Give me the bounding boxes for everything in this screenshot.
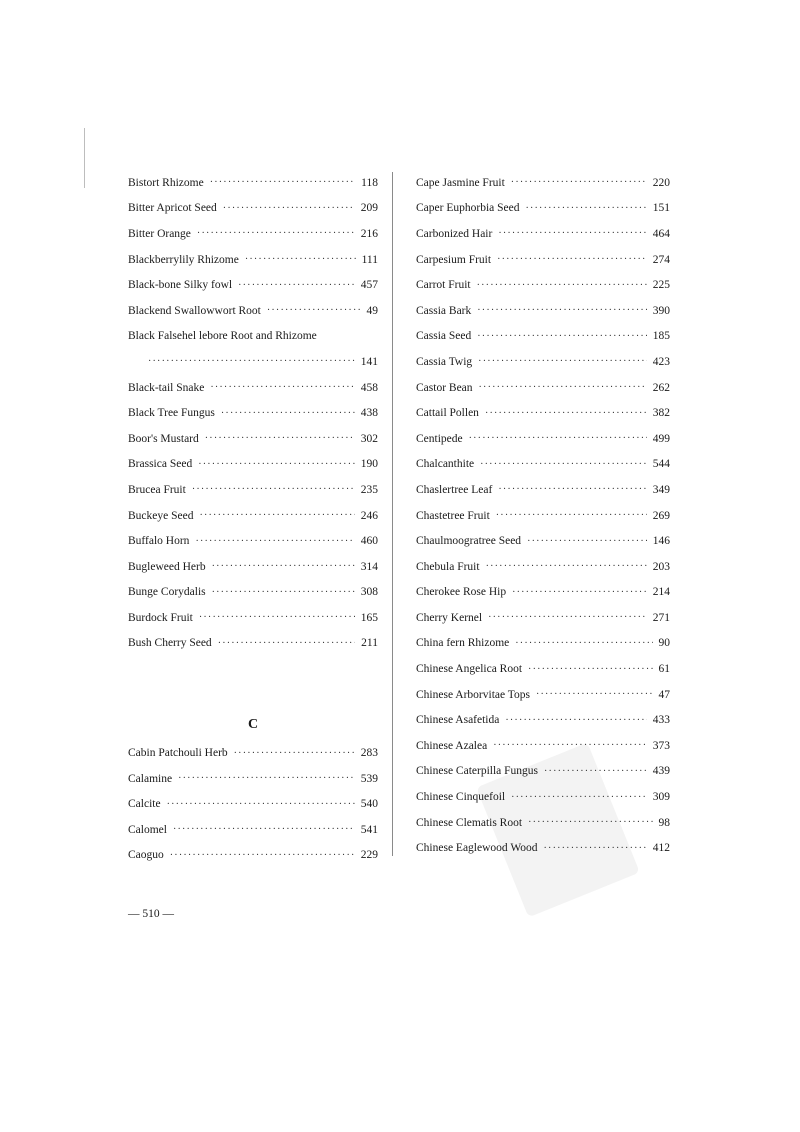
index-column-left — [128, 170, 378, 868]
index-page-number: 433 — [652, 714, 670, 727]
index-entry — [416, 324, 670, 350]
index-entry — [416, 759, 670, 785]
index-term: Buffalo Horn — [128, 535, 190, 548]
index-term: Black-tail Snake — [128, 381, 205, 394]
index-term: Cattail Pollen — [416, 407, 479, 420]
index-entry — [128, 843, 378, 869]
index-page-number: 460 — [360, 535, 378, 548]
index-term: Black-bone Silky fowl — [128, 279, 233, 292]
index-term: Bugleweed Herb — [128, 560, 206, 573]
index-entries-c — [128, 740, 378, 868]
index-entry — [128, 196, 378, 222]
index-page-number: 211 — [361, 637, 378, 650]
dot-leader — [210, 382, 354, 393]
index-term: Chastetree Fruit — [416, 509, 490, 522]
index-term: Cherokee Rose Hip — [416, 586, 507, 599]
index-entry — [128, 426, 378, 452]
dot-leader — [498, 484, 646, 495]
index-term: Chinese Asafetida — [416, 714, 500, 727]
index-column-right — [416, 170, 670, 861]
index-page-number: 269 — [652, 509, 670, 522]
section-gap — [128, 656, 378, 710]
index-entry — [416, 580, 670, 606]
index-page-number: 382 — [652, 407, 670, 420]
index-term: Blackend Swallowwort Root — [128, 304, 261, 317]
index-page-number: 309 — [652, 791, 670, 804]
dot-leader — [544, 766, 647, 777]
index-term: China fern Rhizome — [416, 637, 510, 650]
index-page-number: 438 — [360, 407, 378, 420]
index-entry — [128, 221, 378, 247]
index-entry — [416, 247, 670, 273]
dot-leader — [527, 536, 647, 547]
index-page-number: 209 — [360, 202, 378, 215]
dot-leader — [192, 484, 355, 495]
index-entry — [416, 682, 670, 708]
index-entry — [416, 810, 670, 836]
index-page-number: 373 — [652, 739, 670, 752]
dot-leader — [199, 612, 355, 623]
dot-leader — [536, 689, 653, 700]
dot-leader — [512, 587, 647, 598]
dot-leader — [469, 433, 647, 444]
index-entries-c-continued — [416, 170, 670, 861]
index-entry — [128, 580, 378, 606]
dot-leader — [486, 561, 647, 572]
dot-leader — [212, 561, 355, 572]
index-term: Calcite — [128, 798, 161, 811]
index-page-number: 216 — [360, 227, 378, 240]
index-entry — [128, 400, 378, 426]
dot-leader — [223, 203, 355, 214]
dot-leader — [238, 280, 355, 291]
index-entry — [416, 221, 670, 247]
index-entry — [416, 477, 670, 503]
index-page-number: 165 — [360, 611, 378, 624]
dot-leader — [210, 177, 355, 188]
index-page-number: 90 — [658, 637, 670, 650]
index-entry — [416, 656, 670, 682]
index-term: Brucea Fruit — [128, 483, 186, 496]
index-entry — [128, 247, 378, 273]
index-page-number: 225 — [652, 279, 670, 292]
index-page-number: 271 — [652, 611, 670, 624]
dot-leader — [167, 799, 355, 810]
index-term: Carrot Fruit — [416, 279, 471, 292]
index-page-number: 439 — [652, 765, 670, 778]
index-entry — [416, 452, 670, 478]
index-term: Chaulmoogratree Seed — [416, 535, 522, 548]
index-entry — [416, 272, 670, 298]
dot-leader — [478, 356, 647, 367]
index-entry — [128, 631, 378, 657]
dot-leader — [218, 638, 355, 649]
dot-leader — [199, 510, 354, 521]
dot-leader — [197, 228, 355, 239]
index-term: Chinese Caterpilla Fungus — [416, 765, 539, 778]
index-entry — [128, 791, 378, 817]
dot-leader — [245, 254, 356, 265]
dot-leader — [477, 280, 647, 291]
index-term: Burdock Fruit — [128, 611, 193, 624]
index-term: Bitter Orange — [128, 227, 191, 240]
index-page-number: 203 — [652, 560, 670, 573]
dot-leader — [234, 748, 355, 759]
index-term: Chinese Angelica Root — [416, 663, 523, 676]
index-entry — [128, 766, 378, 792]
index-page-number: 499 — [652, 432, 670, 445]
index-term: Chalcanthite — [416, 458, 475, 471]
dot-leader — [515, 638, 652, 649]
index-entry — [416, 631, 670, 657]
index-term: Cassia Seed — [416, 330, 472, 343]
index-entry — [416, 196, 670, 222]
index-term: Cape Jasmine Fruit — [416, 176, 505, 189]
index-page-number: 185 — [652, 330, 670, 343]
index-entry — [128, 528, 378, 554]
index-term: Buckeye Seed — [128, 509, 194, 522]
index-term: Chinese Eaglewood Wood — [416, 842, 538, 855]
index-term: Bunge Corydalis — [128, 586, 206, 599]
index-entries-b — [128, 170, 378, 656]
index-page-number: 262 — [652, 381, 670, 394]
dot-leader — [170, 850, 355, 861]
index-page-number: 423 — [652, 355, 670, 368]
index-term: Chinese Clematis Root — [416, 816, 523, 829]
index-page-number: 49 — [366, 304, 378, 317]
index-entry — [128, 349, 378, 375]
index-term: Calomel — [128, 823, 167, 836]
index-term: Brassica Seed — [128, 458, 193, 471]
index-entry — [128, 605, 378, 631]
index-term: Blackberrylily Rhizome — [128, 253, 239, 266]
index-term: Bitter Apricot Seed — [128, 202, 217, 215]
dot-leader — [148, 356, 355, 367]
index-term: Black Falsehel lebore Root and Rhizome — [128, 330, 317, 343]
index-entry — [416, 835, 670, 861]
index-term: Centipede — [416, 432, 463, 445]
index-entry — [416, 733, 670, 759]
index-entry — [416, 170, 670, 196]
index-page-number: 246 — [360, 509, 378, 522]
index-page-number: 146 — [652, 535, 670, 548]
index-term: Cassia Twig — [416, 355, 473, 368]
dot-leader — [528, 817, 652, 828]
index-page-number: 544 — [652, 458, 670, 471]
index-page-number: 274 — [652, 253, 670, 266]
index-term: Black Tree Fungus — [128, 407, 215, 420]
dot-leader — [511, 177, 647, 188]
dot-leader — [496, 510, 647, 521]
index-term: Castor Bean — [416, 381, 473, 394]
dot-leader — [511, 792, 647, 803]
index-entry — [416, 605, 670, 631]
dot-leader — [485, 408, 647, 419]
index-entry — [416, 707, 670, 733]
index-term: Chaslertree Leaf — [416, 483, 493, 496]
index-page-number: 314 — [360, 560, 378, 573]
dot-leader — [195, 536, 354, 547]
page-number: — 510 — — [128, 908, 174, 920]
index-entry — [128, 375, 378, 401]
dot-leader — [488, 612, 647, 623]
index-page-number: 349 — [652, 483, 670, 496]
index-page-number: 151 — [652, 202, 670, 215]
dot-leader — [477, 305, 646, 316]
index-page-number: 541 — [360, 823, 378, 836]
index-term: Cherry Kernel — [416, 611, 483, 624]
dot-leader — [505, 715, 646, 726]
index-term: Calamine — [128, 772, 173, 785]
dot-leader — [212, 587, 355, 598]
index-page-number: 458 — [360, 381, 378, 394]
index-entry — [416, 503, 670, 529]
dot-leader — [493, 740, 647, 751]
index-entry — [416, 400, 670, 426]
index-page-number: 214 — [652, 586, 670, 599]
index-term: Carbonized Hair — [416, 227, 493, 240]
index-page-number: 308 — [360, 586, 378, 599]
index-entry — [128, 324, 378, 350]
index-page-number: 61 — [658, 663, 670, 676]
index-page-number: 540 — [360, 798, 378, 811]
index-term: Cassia Bark — [416, 304, 472, 317]
index-page-number: 283 — [360, 747, 378, 760]
index-page-number: 390 — [652, 304, 670, 317]
dot-leader — [497, 254, 647, 265]
index-page-number: 412 — [652, 842, 670, 855]
index-term: Chinese Cinquefoil — [416, 791, 506, 804]
index-page-number: 111 — [361, 253, 378, 266]
index-term: Cabin Patchouli Herb — [128, 747, 228, 760]
dot-leader — [498, 228, 646, 239]
index-term: Bush Cherry Seed — [128, 637, 212, 650]
index-term: Bistort Rhizome — [128, 176, 204, 189]
index-entry — [128, 503, 378, 529]
dot-leader — [525, 203, 646, 214]
column-divider — [392, 172, 393, 856]
dot-leader — [528, 664, 652, 675]
index-entry — [416, 426, 670, 452]
section-heading-c: C — [247, 717, 259, 733]
index-page-number: 229 — [360, 849, 378, 862]
dot-leader — [198, 459, 355, 470]
dot-leader — [221, 408, 355, 419]
index-term: Caoguo — [128, 849, 164, 862]
index-page-number: 457 — [360, 279, 378, 292]
index-page-number: 220 — [652, 176, 670, 189]
index-term: Boor's Mustard — [128, 432, 199, 445]
index-entry — [128, 272, 378, 298]
index-entry — [128, 298, 378, 324]
index-page-number: 47 — [658, 688, 670, 701]
dot-leader — [178, 773, 355, 784]
index-page-number: 98 — [658, 816, 670, 829]
index-term: Carpesium Fruit — [416, 253, 492, 266]
index-page-number: 302 — [360, 432, 378, 445]
margin-rule — [84, 128, 85, 188]
dot-leader — [173, 824, 355, 835]
index-entry — [128, 170, 378, 196]
index-page-number: 464 — [652, 227, 670, 240]
index-entry — [128, 452, 378, 478]
dot-leader — [480, 459, 647, 470]
index-entry — [128, 477, 378, 503]
index-page-number: 539 — [360, 772, 378, 785]
index-entry — [128, 817, 378, 843]
index-term: Caper Euphorbia Seed — [416, 202, 520, 215]
index-term: Chebula Fruit — [416, 560, 480, 573]
dot-leader — [544, 843, 647, 854]
index-term: Chinese Arborvitae Tops — [416, 688, 530, 701]
index-page-number: 235 — [360, 483, 378, 496]
index-entry — [128, 554, 378, 580]
index-entry — [128, 740, 378, 766]
dot-leader — [477, 331, 646, 342]
index-entry — [416, 298, 670, 324]
index-entry — [416, 784, 670, 810]
index-page-number: 118 — [361, 176, 378, 189]
index-entry — [416, 349, 670, 375]
index-term: Chinese Azalea — [416, 739, 488, 752]
index-page-number: 141 — [360, 355, 378, 368]
index-entry — [416, 528, 670, 554]
index-page-number: 190 — [360, 458, 378, 471]
index-entry — [416, 554, 670, 580]
dot-leader — [479, 382, 647, 393]
dot-leader — [205, 433, 355, 444]
dot-leader — [267, 305, 361, 316]
index-entry — [416, 375, 670, 401]
